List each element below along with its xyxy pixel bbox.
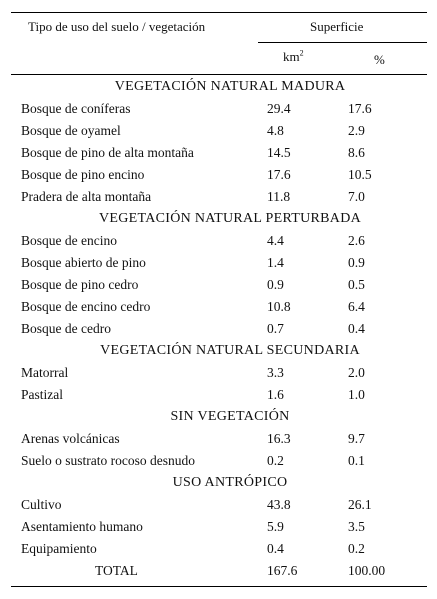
table-row	[0, 142, 437, 164]
section-heading: USO ANTRÓPICO	[172, 475, 288, 490]
row-area-km2: 0.2	[267, 453, 284, 468]
column-header-km2	[283, 49, 304, 65]
row-label: Bosque de pino encino	[21, 167, 145, 182]
row-label: Bosque de coníferas	[21, 101, 131, 116]
row-area-percent: 1.0	[348, 387, 365, 402]
row-area-percent: 0.5	[348, 277, 365, 292]
row-label: Bosque de encino cedro	[21, 299, 151, 314]
row-area-percent: 7.0	[348, 189, 365, 204]
row-area-km2: 29.4	[267, 101, 291, 116]
table-row	[0, 120, 437, 142]
table-row	[0, 98, 437, 120]
section-heading: VEGETACIÓN NATURAL SECUNDARIA	[100, 343, 360, 358]
section-row	[11, 472, 427, 494]
row-area-percent: 17.6	[348, 101, 372, 116]
row-area-km2: 0.4	[267, 541, 284, 556]
row-area-percent: 26.1	[348, 497, 372, 512]
table-row	[0, 230, 437, 252]
area-subheader-rule	[258, 42, 427, 43]
row-label: Matorral	[21, 365, 69, 380]
row-area-km2: 3.3	[267, 365, 284, 380]
section-heading: VEGETACIÓN NATURAL PERTURBADA	[98, 211, 362, 226]
table-row	[0, 318, 437, 340]
table-row	[0, 274, 437, 296]
row-area-km2: 5.9	[267, 519, 284, 534]
row-label: Bosque de pino cedro	[21, 277, 139, 292]
row-area-km2: 1.6	[267, 387, 284, 402]
row-area-km2: 10.8	[267, 299, 291, 314]
section-heading: VEGETACIÓN NATURAL MADURA	[114, 79, 346, 94]
table-row	[0, 450, 437, 472]
column-header-percent: %	[374, 52, 385, 67]
row-area-percent: 6.4	[348, 299, 365, 314]
row-label: Bosque de pino de alta montaña	[21, 145, 194, 160]
row-label: Cultivo	[21, 497, 62, 512]
row-area-percent: 2.9	[348, 123, 365, 138]
row-label: Bosque de encino	[21, 233, 117, 248]
bottom-rule	[11, 586, 427, 587]
row-label: Bosque de cedro	[21, 321, 111, 336]
table-row	[0, 516, 437, 538]
row-area-km2: 17.6	[267, 167, 291, 182]
table-row	[0, 362, 437, 384]
row-label: Bosque abierto de pino	[21, 255, 146, 270]
section-row	[11, 340, 427, 362]
row-area-km2: 14.5	[267, 145, 291, 160]
row-area-km2: 167.6	[267, 563, 298, 578]
row-area-km2: 0.9	[267, 277, 284, 292]
row-area-percent: 10.5	[348, 167, 372, 182]
row-area-km2: 11.8	[267, 189, 291, 204]
row-area-percent: 8.6	[348, 145, 365, 160]
section-row	[11, 208, 427, 230]
row-area-percent: 3.5	[348, 519, 365, 534]
table-row	[0, 186, 437, 208]
table-row	[0, 494, 437, 516]
row-area-percent: 0.9	[348, 255, 365, 270]
table-body	[0, 76, 437, 582]
table-row	[0, 296, 437, 318]
row-label: Suelo o sustrato rocoso desnudo	[21, 453, 195, 468]
row-label: Pradera de alta montaña	[21, 189, 152, 204]
row-area-percent: 0.2	[348, 541, 365, 556]
row-area-km2: 43.8	[267, 497, 291, 512]
total-row	[0, 560, 437, 582]
row-area-percent: 0.1	[348, 453, 365, 468]
row-area-percent: 100.00	[348, 563, 386, 578]
top-rule	[11, 12, 427, 13]
row-area-km2: 16.3	[267, 431, 291, 446]
table-row	[0, 428, 437, 450]
row-area-percent: 9.7	[348, 431, 365, 446]
table-row	[0, 384, 437, 406]
row-area-km2: 0.7	[267, 321, 284, 336]
table-row	[0, 164, 437, 186]
header-rule	[11, 74, 427, 75]
row-label: Bosque de oyamel	[21, 123, 121, 138]
column-header-type: Tipo de uso del suelo / vegetación	[28, 19, 206, 34]
row-area-km2: 1.4	[267, 255, 284, 270]
row-label: TOTAL	[95, 563, 138, 578]
table-row	[0, 538, 437, 560]
section-heading: SIN VEGETACIÓN	[170, 409, 290, 424]
table-row	[0, 252, 437, 274]
row-area-percent: 0.4	[348, 321, 365, 336]
row-label: Arenas volcánicas	[21, 431, 120, 446]
section-row	[11, 406, 427, 428]
unit-km-exponent: 2	[299, 48, 304, 58]
row-label: Pastizal	[21, 387, 63, 402]
row-label: Asentamiento humano	[21, 519, 143, 534]
row-area-km2: 4.4	[267, 233, 284, 248]
row-area-percent: 2.6	[348, 233, 365, 248]
row-label: Equipamiento	[21, 541, 97, 556]
section-row	[11, 76, 427, 98]
row-area-percent: 2.0	[348, 365, 365, 380]
column-header-area: Superficie	[310, 19, 364, 34]
unit-km-label: km	[283, 49, 300, 64]
row-area-km2: 4.8	[267, 123, 284, 138]
